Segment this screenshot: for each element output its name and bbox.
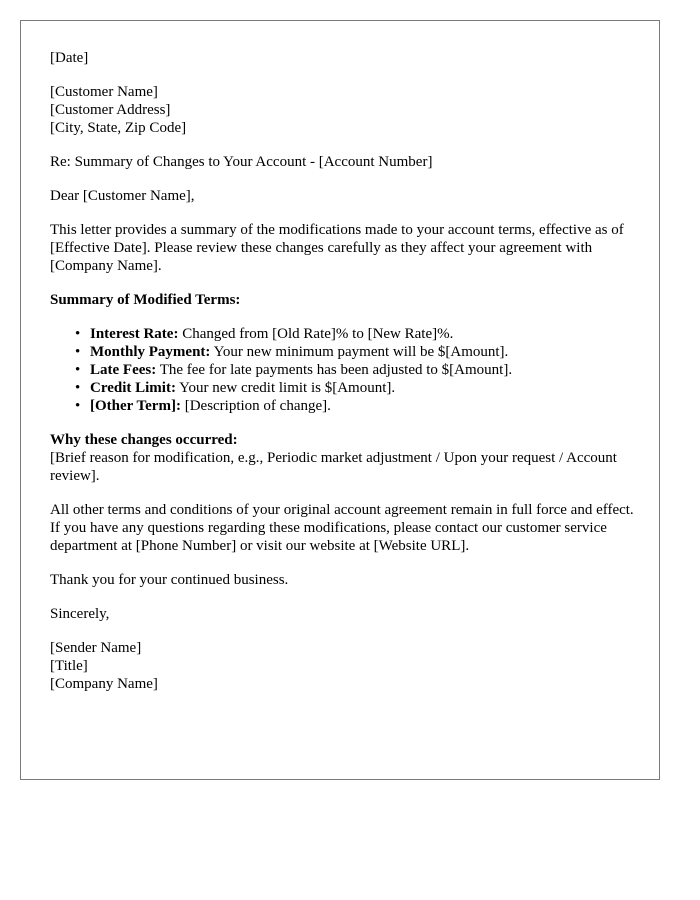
term-text: Your new minimum payment will be $[Amount]. — [210, 344, 509, 360]
reason-section — [50, 431, 640, 485]
term-item-late-fees — [75, 361, 640, 379]
term-text: Changed from [Old Rate]% to [New Rate]%. — [178, 326, 454, 342]
term-text: Your new credit limit is $[Amount]. — [175, 380, 396, 396]
subject-line: Re: Summary of Changes to Your Account - [Account Number] — [50, 154, 433, 170]
recipient-city-state-zip: [City, State, Zip Code] — [50, 120, 187, 136]
closing-paragraph: All other terms and conditions of your original account agreement remain in full force and effect. If you have any questions regarding these modifications, please contact our customer service department at [Phone Number] or visit our website at [Website URL]. — [50, 502, 634, 554]
sign-off: Sincerely, — [50, 606, 110, 622]
sender-signature-block — [50, 639, 640, 693]
bullet-icon: • — [75, 326, 81, 342]
letter-page — [20, 20, 660, 780]
letter-body — [50, 49, 640, 709]
recipient-name: [Customer Name] — [50, 84, 158, 100]
sender-company: [Company Name] — [50, 676, 158, 692]
reason-text: [Brief reason for modification, e.g., Periodic market adjustment / Upon your request / Account review]. — [50, 450, 617, 484]
term-label: [Other Term]: — [90, 398, 181, 414]
terms-list — [50, 325, 640, 415]
sender-name: [Sender Name] — [50, 640, 142, 656]
sender-title: [Title] — [50, 658, 88, 674]
salutation: Dear [Customer Name], — [50, 188, 195, 204]
summary-heading: Summary of Modified Terms: — [50, 292, 241, 308]
term-label: Interest Rate: — [90, 326, 179, 342]
term-label: Late Fees: — [90, 362, 157, 378]
bullet-icon: • — [75, 344, 81, 360]
term-text: The fee for late payments has been adjusted to $[Amount]. — [156, 362, 513, 378]
recipient-address: [Customer Address] — [50, 102, 171, 118]
term-item-other-term — [75, 397, 640, 415]
thanks-line: Thank you for your continued business. — [50, 572, 289, 588]
letter-date: [Date] — [50, 50, 89, 66]
term-label: Credit Limit: — [90, 380, 176, 396]
reason-heading: Why these changes occurred: — [50, 432, 238, 448]
term-item-credit-limit — [75, 379, 640, 397]
intro-paragraph: This letter provides a summary of the modifications made to your account terms, effective as of [Effective Date]. Please review these changes carefully as they affect your agreement with [Company Name]. — [50, 222, 624, 274]
bullet-icon: • — [75, 398, 81, 414]
term-label: Monthly Payment: — [90, 344, 211, 360]
term-item-monthly-payment — [75, 343, 640, 361]
term-text: [Description of change]. — [180, 398, 331, 414]
bullet-icon: • — [75, 380, 81, 396]
recipient-address-block — [50, 83, 640, 137]
term-item-interest-rate — [75, 325, 640, 343]
bullet-icon: • — [75, 362, 81, 378]
